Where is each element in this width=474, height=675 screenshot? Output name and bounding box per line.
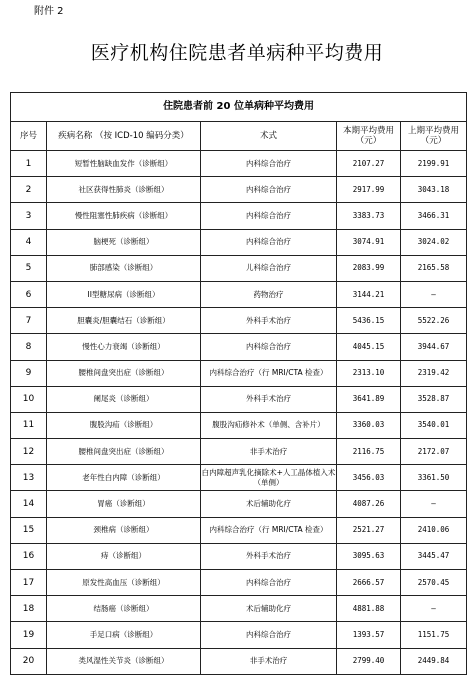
current-cost: 2116.75 [337, 439, 401, 465]
operation-type: 腹股沟疝修补术（单侧、含补片） [201, 412, 337, 438]
current-cost: 3074.91 [337, 229, 401, 255]
current-cost: 2799.40 [337, 648, 401, 674]
previous-cost: 1151.75 [401, 622, 467, 648]
previous-cost: 2410.06 [401, 517, 467, 543]
previous-cost: 3024.02 [401, 229, 467, 255]
disease-name: II型糖尿病（诊断组） [47, 281, 201, 307]
disease-name: 手足口病（诊断组） [47, 622, 201, 648]
operation-type: 内科综合治疗 [201, 622, 337, 648]
row-index: 14 [11, 491, 47, 517]
operation-type: 内科综合治疗 [201, 334, 337, 360]
table-row [11, 281, 467, 307]
disease-name: 肺部感染（诊断组） [47, 255, 201, 281]
disease-name: 老年性白内障（诊断组） [47, 465, 201, 491]
row-index: 19 [11, 622, 47, 648]
operation-type: 外科手术治疗 [201, 386, 337, 412]
disease-name: 腹股沟疝（诊断组） [47, 412, 201, 438]
row-index: 1 [11, 151, 47, 177]
disease-name: 慢性阻塞性肺疾病（诊断组） [47, 203, 201, 229]
table-row [11, 229, 467, 255]
row-index: 3 [11, 203, 47, 229]
operation-type: 儿科综合治疗 [201, 255, 337, 281]
previous-cost: 3528.87 [401, 386, 467, 412]
disease-name: 类风湿性关节炎（诊断组） [47, 648, 201, 674]
operation-type: 内科综合治疗 [201, 570, 337, 596]
table-row [11, 386, 467, 412]
row-index: 20 [11, 648, 47, 674]
table-row [11, 360, 467, 386]
table-row [11, 255, 467, 281]
operation-type: 外科手术治疗 [201, 543, 337, 569]
previous-cost: 2199.91 [401, 151, 467, 177]
operation-type: 术后辅助化疗 [201, 596, 337, 622]
operation-type: 白内障超声乳化摘除术+人工晶体植入术（单侧） [201, 465, 337, 491]
current-cost: 3144.21 [337, 281, 401, 307]
operation-type: 非手术治疗 [201, 439, 337, 465]
previous-cost: 2165.58 [401, 255, 467, 281]
disease-name: 社区获得性肺炎（诊断组） [47, 177, 201, 203]
table-caption: 住院患者前 20 位单病种平均费用 [11, 93, 467, 122]
disease-name: 胃癌（诊断组） [47, 491, 201, 517]
header-index: 序号 [11, 122, 47, 151]
current-cost: 2917.99 [337, 177, 401, 203]
previous-cost: 3944.67 [401, 334, 467, 360]
disease-name: 腰椎间盘突出症（诊断组） [47, 360, 201, 386]
row-index: 13 [11, 465, 47, 491]
disease-name: 结肠癌（诊断组） [47, 596, 201, 622]
cost-table [10, 92, 467, 675]
disease-name: 短暂性脑缺血发作（诊断组） [47, 151, 201, 177]
header-operation: 术式 [201, 122, 337, 151]
operation-type: 内科综合治疗（行 MRI/CTA 检查） [201, 517, 337, 543]
previous-cost: 2449.84 [401, 648, 467, 674]
attachment-label: 附件 2 [34, 6, 64, 17]
table-row [11, 334, 467, 360]
table-body [11, 151, 467, 675]
operation-type: 内科综合治疗 [201, 229, 337, 255]
current-cost: 4881.88 [337, 596, 401, 622]
table-row [11, 203, 467, 229]
previous-cost: — [401, 596, 467, 622]
operation-type: 内科综合治疗（行 MRI/CTA 检查） [201, 360, 337, 386]
current-cost: 2521.27 [337, 517, 401, 543]
row-index: 18 [11, 596, 47, 622]
disease-name: 痔（诊断组） [47, 543, 201, 569]
table-row [11, 151, 467, 177]
header-disease: 疾病名称 （按 ICD-10 编码分类） [47, 122, 201, 151]
operation-type: 术后辅助化疗 [201, 491, 337, 517]
previous-cost: 3043.18 [401, 177, 467, 203]
disease-name: 腰椎间盘突出症（诊断组） [47, 439, 201, 465]
document-title: 医疗机构住院患者单病种平均费用 [90, 42, 384, 64]
operation-type: 非手术治疗 [201, 648, 337, 674]
previous-cost: 2570.45 [401, 570, 467, 596]
operation-type: 内科综合治疗 [201, 203, 337, 229]
row-index: 11 [11, 412, 47, 438]
table-row [11, 596, 467, 622]
previous-cost: 3445.47 [401, 543, 467, 569]
operation-type: 药物治疗 [201, 281, 337, 307]
table-row [11, 570, 467, 596]
disease-name: 原发性高血压（诊断组） [47, 570, 201, 596]
row-index: 2 [11, 177, 47, 203]
operation-type: 内科综合治疗 [201, 151, 337, 177]
disease-name: 脑梗死（诊断组） [47, 229, 201, 255]
disease-name: 颈椎病（诊断组） [47, 517, 201, 543]
previous-cost: 3540.01 [401, 412, 467, 438]
row-index: 7 [11, 308, 47, 334]
current-cost: 2666.57 [337, 570, 401, 596]
table-row [11, 308, 467, 334]
operation-type: 外科手术治疗 [201, 308, 337, 334]
operation-type: 内科综合治疗 [201, 177, 337, 203]
previous-cost: 3466.31 [401, 203, 467, 229]
row-index: 4 [11, 229, 47, 255]
current-cost: 3383.73 [337, 203, 401, 229]
table-row [11, 491, 467, 517]
previous-cost: 2319.42 [401, 360, 467, 386]
current-cost: 2083.99 [337, 255, 401, 281]
row-index: 10 [11, 386, 47, 412]
row-index: 15 [11, 517, 47, 543]
header-current-cost: 本期平均费用（元） [337, 122, 401, 151]
row-index: 9 [11, 360, 47, 386]
previous-cost: 3361.50 [401, 465, 467, 491]
disease-name: 胆囊炎/胆囊结石（诊断组） [47, 308, 201, 334]
current-cost: 5436.15 [337, 308, 401, 334]
previous-cost: 2172.07 [401, 439, 467, 465]
table-row [11, 439, 467, 465]
previous-cost: — [401, 281, 467, 307]
disease-name: 阑尾炎（诊断组） [47, 386, 201, 412]
row-index: 6 [11, 281, 47, 307]
row-index: 17 [11, 570, 47, 596]
row-index: 16 [11, 543, 47, 569]
current-cost: 4087.26 [337, 491, 401, 517]
table-row [11, 517, 467, 543]
table-row [11, 648, 467, 674]
disease-name: 慢性心力衰竭（诊断组） [47, 334, 201, 360]
current-cost: 3095.63 [337, 543, 401, 569]
previous-cost: — [401, 491, 467, 517]
row-index: 5 [11, 255, 47, 281]
table-row [11, 465, 467, 491]
current-cost: 3641.89 [337, 386, 401, 412]
table-row [11, 412, 467, 438]
row-index: 12 [11, 439, 47, 465]
current-cost: 2107.27 [337, 151, 401, 177]
table-row [11, 622, 467, 648]
current-cost: 3360.03 [337, 412, 401, 438]
current-cost: 1393.57 [337, 622, 401, 648]
current-cost: 2313.10 [337, 360, 401, 386]
row-index: 8 [11, 334, 47, 360]
table-row [11, 543, 467, 569]
current-cost: 4045.15 [337, 334, 401, 360]
table-row [11, 177, 467, 203]
previous-cost: 5522.26 [401, 308, 467, 334]
header-previous-cost: 上期平均费用（元） [401, 122, 467, 151]
current-cost: 3456.03 [337, 465, 401, 491]
